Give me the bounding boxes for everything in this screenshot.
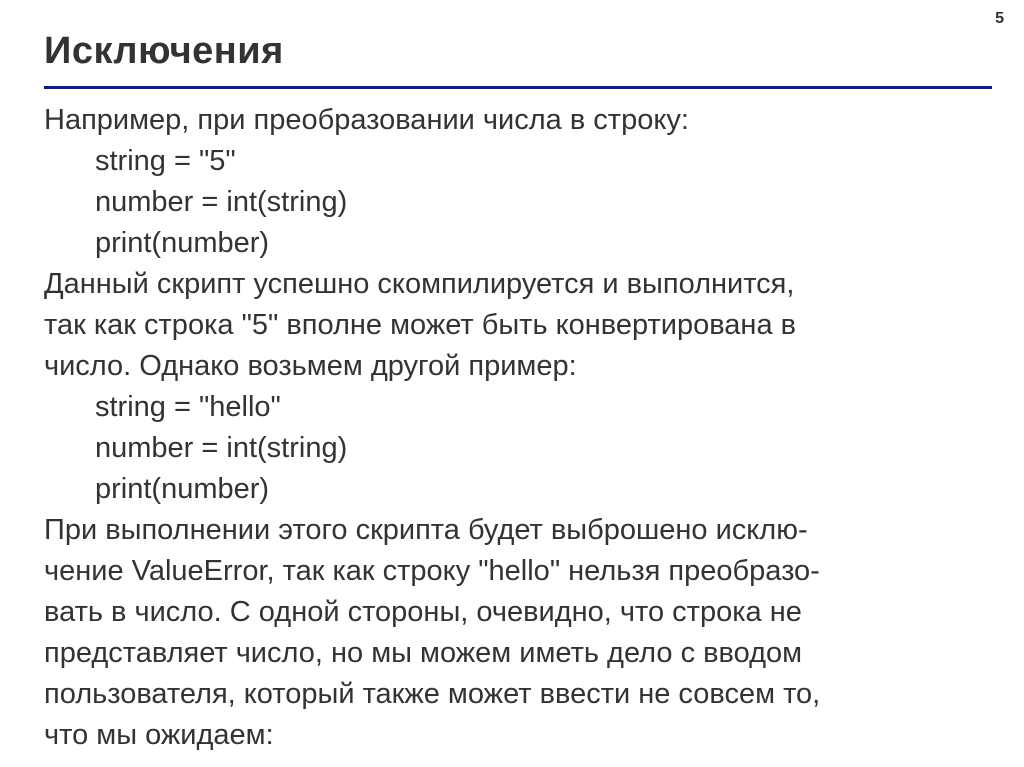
body-line-exception-3: вать в число. С одной стороны, очевидно, что строка не	[44, 596, 802, 628]
body-line-intro: Например, при преобразовании числа в строку:	[44, 104, 689, 136]
body-line-compile-2: так как строка "5" вполне может быть конвертирована в	[44, 309, 797, 341]
code-line-string-hello: string = "hello"	[95, 391, 281, 423]
body-line-exception-5: пользователя, который также может ввести не совсем то,	[44, 678, 821, 710]
title-divider	[44, 86, 992, 89]
code-line-print: print(number)	[95, 227, 270, 259]
code-line-number-int: number = int(string)	[95, 186, 348, 218]
body-line-exception-2: чение ValueError, так как строку "hello" нельзя преобразо-	[44, 555, 820, 587]
code-line-string-5: string = "5"	[95, 145, 236, 177]
slide-title: Исключения	[44, 30, 284, 72]
code-line-number-int-2: number = int(string)	[95, 432, 348, 464]
body-line-exception-6: что мы ожидаем:	[44, 719, 274, 751]
code-line-print-2: print(number)	[95, 473, 270, 505]
page-number: 5	[995, 10, 1004, 27]
body-line-exception-4: представляет число, но мы можем иметь дело с вводом	[44, 637, 803, 669]
slide-body	[44, 100, 1004, 756]
body-line-compile-1: Данный скрипт успешно скомпилируется и выполнится,	[44, 268, 795, 300]
body-line-compile-3: число. Однако возьмем другой пример:	[44, 350, 577, 382]
body-line-exception-1: При выполнении этого скрипта будет выброшено исклю-	[44, 514, 808, 546]
